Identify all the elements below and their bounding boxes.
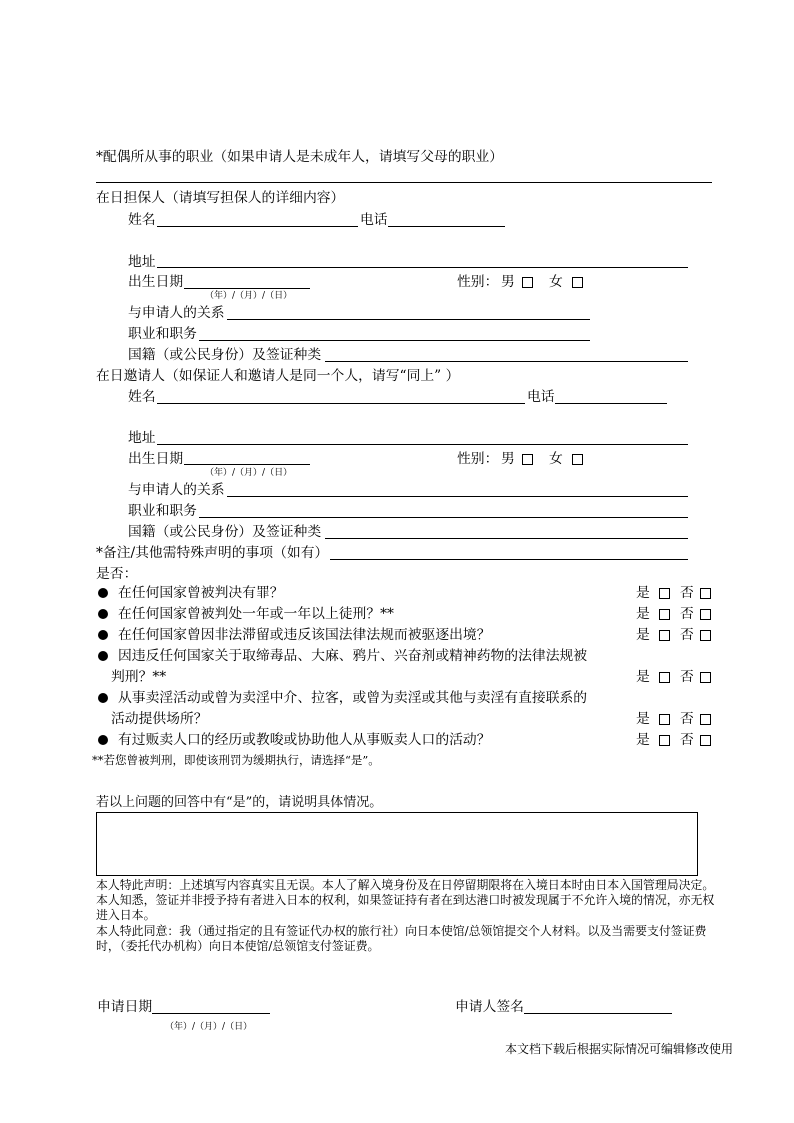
no-checkbox[interactable]: [700, 630, 711, 641]
question-text: 在任何国家曾被判决有罪？: [118, 585, 284, 601]
no-label: 否: [680, 711, 694, 727]
inviter-birth-date-field[interactable]: [184, 464, 310, 465]
questions-heading: 是否：: [96, 566, 138, 582]
guarantor-address-field[interactable]: [157, 267, 688, 268]
question-text-continued: 判刑？**: [111, 669, 167, 685]
inviter-address-label: 地址: [128, 430, 156, 446]
bullet-icon: [98, 735, 108, 745]
inviter-birth-date-label: 出生日期: [128, 451, 184, 467]
no-label: 否: [680, 585, 694, 601]
inviter-phone-field[interactable]: [555, 403, 667, 404]
explanation-textbox[interactable]: [96, 812, 698, 876]
guarantor-male-label: 男: [501, 274, 515, 290]
footer-note: 本文档下载后根据实际情况可编辑修改使用: [505, 1042, 734, 1056]
applicant-signature-field[interactable]: [524, 1013, 672, 1014]
yes-checkbox[interactable]: [659, 630, 670, 641]
inviter-nationality-label: 国籍（或公民身份）及签证种类: [128, 524, 322, 540]
inviter-name-field[interactable]: [157, 403, 525, 404]
yes-label: 是: [636, 585, 650, 601]
question-text: 在任何国家曾被判处一年或一年以上徒刑？**: [118, 606, 394, 622]
guarantor-phone-label: 电话: [360, 212, 388, 228]
guarantor-birth-date-field[interactable]: [184, 288, 310, 289]
yes-checkbox[interactable]: [659, 588, 670, 599]
guarantor-occupation-label: 职业和职务: [128, 326, 197, 342]
guarantor-address-label: 地址: [128, 254, 156, 270]
inviter-female-checkbox[interactable]: [572, 454, 583, 465]
no-label: 否: [680, 606, 694, 622]
inviter-date-format-hint: （年）/（月）/（日）: [205, 468, 293, 478]
inviter-nationality-field[interactable]: [325, 538, 688, 539]
question-text: 有过贩卖人口的经历或教唆或协助他人从事贩卖人口的活动？: [118, 732, 491, 748]
declaration-line: 时，（委托代办机构）向日本使馆/总领馆支付签证费。: [96, 939, 380, 953]
question-text-continued: 活动提供场所？: [111, 711, 208, 727]
yes-checkbox[interactable]: [659, 735, 670, 746]
yes-checkbox[interactable]: [659, 714, 670, 725]
bullet-icon: [98, 651, 108, 661]
question-text: 因违反任何国家关于取缔毒品、大麻、鸦片、兴奋剂或精神药物的法律法规被: [118, 648, 588, 664]
guarantor-heading: 在日担保人（请填写担保人的详细内容）: [96, 190, 345, 206]
inviter-heading: 在日邀请人（如保证人和邀请人是同一个人，请写“同上” ）: [96, 368, 460, 384]
guarantor-nationality-label: 国籍（或公民身份）及签证种类: [128, 347, 322, 363]
questions-footnote: **若您曾被判刑，即使该刑罚为缓期执行，请选择“是”。: [92, 753, 380, 767]
inviter-relationship-field[interactable]: [227, 496, 688, 497]
guarantor-female-label: 女: [549, 274, 563, 290]
no-checkbox[interactable]: [700, 714, 711, 725]
guarantor-date-format-hint: （年）/（月）/（日）: [205, 291, 293, 301]
inviter-phone-label: 电话: [527, 389, 555, 405]
inviter-occupation-field[interactable]: [199, 517, 688, 518]
inviter-relationship-label: 与申请人的关系: [128, 482, 225, 498]
guarantor-relationship-field[interactable]: [227, 319, 590, 320]
no-label: 否: [680, 627, 694, 643]
yes-label: 是: [636, 732, 650, 748]
guarantor-name-label: 姓名: [128, 212, 156, 228]
guarantor-birth-date-label: 出生日期: [128, 274, 184, 290]
remarks-label: *备注/其他需特殊声明的事项（如有）: [96, 545, 329, 561]
inviter-gender-label: 性别：: [457, 451, 499, 467]
declaration-line: 本人特此声明：上述填写内容真实且无误。本人了解入境身份及在日停留期限将在入境日本时由日本入国管理局决定。: [96, 878, 715, 892]
yes-checkbox[interactable]: [659, 672, 670, 683]
bullet-icon: [98, 588, 108, 598]
question-text: 从事卖淫活动或曾为卖淫中介、拉客，或曾为卖淫或其他与卖淫有直接联系的: [118, 690, 588, 706]
application-date-format-hint: （年）/（月）/（日）: [165, 1022, 253, 1032]
guarantor-nationality-field[interactable]: [325, 361, 688, 362]
no-checkbox[interactable]: [700, 672, 711, 683]
bullet-icon: [98, 630, 108, 640]
guarantor-female-checkbox[interactable]: [572, 277, 583, 288]
yes-checkbox[interactable]: [659, 609, 670, 620]
declaration-line: 进入日本。: [96, 908, 156, 922]
guarantor-relationship-label: 与申请人的关系: [128, 305, 225, 321]
guarantor-gender-label: 性别：: [457, 274, 499, 290]
yes-label: 是: [636, 669, 650, 685]
application-date-field[interactable]: [152, 1013, 270, 1014]
no-checkbox[interactable]: [700, 588, 711, 599]
explanation-label: 若以上问题的回答中有“是”的，请说明具体情况。: [96, 795, 383, 810]
yes-label: 是: [636, 627, 650, 643]
spouse-occupation-field[interactable]: [96, 182, 712, 183]
inviter-occupation-label: 职业和职务: [128, 503, 197, 519]
spouse-occupation-label: *配偶所从事的职业（如果申请人是未成年人，请填写父母的职业）: [96, 149, 504, 165]
yes-label: 是: [636, 711, 650, 727]
no-label: 否: [680, 669, 694, 685]
inviter-male-checkbox[interactable]: [522, 454, 533, 465]
guarantor-male-checkbox[interactable]: [522, 277, 533, 288]
bullet-icon: [98, 693, 108, 703]
no-label: 否: [680, 732, 694, 748]
guarantor-occupation-field[interactable]: [199, 340, 590, 341]
inviter-address-field[interactable]: [157, 444, 688, 445]
application-date-label: 申请日期: [97, 999, 153, 1015]
no-checkbox[interactable]: [700, 609, 711, 620]
declaration-line: 本人知悉，签证并非授予持有者进入日本的权利，如果签证持有者在到达港口时被发现属于不允许入境的情况，亦无权: [96, 893, 715, 907]
inviter-male-label: 男: [501, 451, 515, 467]
question-text: 在任何国家曾因非法滞留或违反该国法律法规而被驱逐出境？: [118, 627, 491, 643]
remarks-field[interactable]: [330, 559, 688, 560]
bullet-icon: [98, 609, 108, 619]
inviter-female-label: 女: [549, 451, 563, 467]
declaration-line: 本人特此同意：我（通过指定的且有签证代办权的旅行社）向日本使馆/总领馆提交个人材料。以及当需要支付签证费: [96, 924, 707, 938]
applicant-signature-label: 申请人签名: [455, 999, 524, 1015]
guarantor-phone-field[interactable]: [388, 226, 505, 227]
inviter-name-label: 姓名: [128, 389, 156, 405]
guarantor-name-field[interactable]: [157, 226, 358, 227]
yes-label: 是: [636, 606, 650, 622]
no-checkbox[interactable]: [700, 735, 711, 746]
